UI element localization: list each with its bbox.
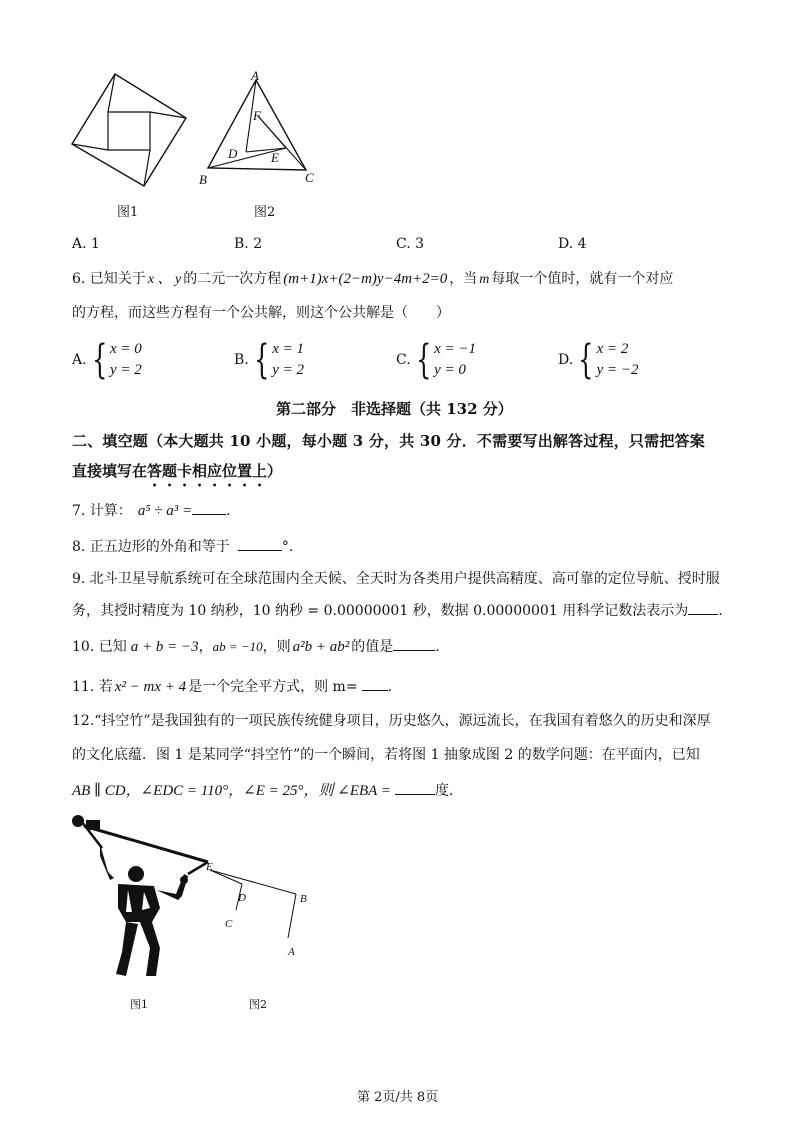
- figure-1-diabolo-player: [66, 812, 216, 984]
- figure-2-caption: 图2: [254, 205, 276, 220]
- bottom-figure-2-caption: 图2: [249, 998, 267, 1011]
- fig2-label-C: C: [305, 170, 314, 185]
- q11-end: .: [387, 679, 393, 695]
- q12-end: 度.: [434, 783, 454, 799]
- q5-option-d: D. 4: [558, 236, 587, 252]
- figure-1-caption: 图1: [117, 205, 139, 220]
- section2-line2-a: 直接填写在: [72, 462, 148, 480]
- q10-suffix: 的值是: [351, 639, 394, 655]
- page-footer: 第 2页/共 8页: [357, 1090, 439, 1105]
- fig-bottom-label-C: C: [225, 918, 233, 930]
- question-7: [72, 502, 231, 519]
- fig2-label-A: A: [251, 68, 259, 83]
- q6-equation: (m+1)x+(2−m)y−4m+2=0: [283, 271, 448, 287]
- brace-icon: {: [415, 337, 432, 383]
- q9-answer-blank[interactable]: [688, 602, 718, 615]
- brace-icon: {: [91, 337, 107, 383]
- q6-option-c-line2: y = 0: [434, 362, 466, 378]
- q6-option-d-line1: x = 2: [596, 341, 629, 357]
- q10-answer-blank[interactable]: [393, 638, 435, 651]
- q6-m: m: [479, 272, 490, 287]
- q9-suffix: .: [718, 603, 723, 619]
- q12-expression: AB ∥ CD，∠EDC = 110°，∠E = 25°，则 ∠EBA =: [72, 783, 391, 799]
- figure-2-geometry: [196, 860, 316, 960]
- q6-option-b-line2: y = 2: [272, 362, 304, 378]
- section2-line2-b: 答题卡相应位置上: [147, 462, 268, 480]
- q6-option-d-label: D.: [558, 352, 574, 368]
- q6-option-b: [234, 337, 304, 383]
- fig-bottom-label-D: D: [238, 892, 246, 904]
- q6-option-d-line2: y = −2: [596, 362, 639, 378]
- q5-option-c: C. 3: [396, 236, 425, 252]
- q7-expression: a⁵ ÷ a³ =: [137, 503, 193, 519]
- figure-1-pinwheel-square: [70, 72, 188, 190]
- q6-option-b-label: B.: [234, 352, 249, 368]
- fig-bottom-label-A: A: [288, 946, 295, 958]
- q10-condition-1: a + b = −3: [130, 639, 199, 655]
- q6-text-d: 每取一个值时，就有一个对应: [491, 271, 674, 287]
- q6-text-b: 的二元一次方程: [183, 271, 282, 287]
- q7-prefix: 7. 计算：: [72, 503, 132, 519]
- section2-heading-line2: [72, 462, 282, 490]
- q6-vars: x 、 y: [147, 272, 182, 287]
- q5-option-a: A. 1: [72, 236, 100, 252]
- q6-text-a: 6. 已知关于: [72, 271, 146, 287]
- fig2-label-D: D: [228, 146, 238, 161]
- q6-option-a: [72, 337, 142, 383]
- fig-bottom-label-E: E: [206, 861, 213, 873]
- q6-option-a-line2: y = 2: [110, 362, 142, 378]
- q6-line2: 的方程，而这些方程有一个公共解，则这个公共解是（ ）: [72, 305, 450, 321]
- q12-line1: 12.“抖空竹”是我国独有的一项民族传统健身项目，历史悠久，源远流长，在我国有着悠久的历史和深厚: [72, 713, 711, 729]
- q10-prefix: 10. 已知: [72, 639, 127, 655]
- q6-option-c-label: C.: [396, 352, 411, 368]
- fig2-label-E: E: [271, 150, 279, 165]
- fig-bottom-label-B: B: [300, 893, 307, 905]
- bottom-figure-1-caption: 图1: [130, 998, 148, 1011]
- q9-line1: 9. 北斗卫星导航系统可在全球范围内全天候、全天时为各类用户提供高精度、高可靠的定位导航、授时服: [72, 571, 720, 587]
- q10-end: .: [435, 639, 440, 655]
- q10-condition-2: ab = −10: [212, 639, 263, 654]
- q8-prefix: 8. 正五边形的外角和等于: [72, 539, 230, 555]
- q10-mid: ，则: [262, 639, 291, 655]
- q12-line3: [72, 782, 453, 799]
- q6-option-a-line1: x = 0: [110, 341, 142, 357]
- q6-option-a-label: A.: [72, 352, 87, 368]
- q9-line2: [72, 602, 723, 618]
- q7-suffix: .: [226, 503, 231, 519]
- q6-option-b-line1: x = 1: [272, 341, 304, 357]
- fig2-label-B: B: [199, 172, 207, 187]
- q10-sep: ，: [198, 639, 213, 655]
- q8-suffix: °.: [281, 539, 294, 555]
- q9-text: 务，其授时精度为 10 纳秒，10 纳秒 = 0.00000001 秒，数据 0.00000001 用科学记数法表示为: [72, 603, 689, 619]
- q6-line1: [72, 272, 673, 287]
- q11-expression: x² − mx + 4: [114, 679, 187, 695]
- section2-line2-c: ）: [267, 462, 283, 480]
- q6-option-c-line1: x = −1: [434, 341, 477, 357]
- q6-text-c: ，当: [449, 271, 478, 287]
- q5-option-b: B. 2: [234, 236, 263, 252]
- question-11: [72, 678, 392, 695]
- q11-mid: 是一个完全平方式，则 m=: [188, 679, 358, 695]
- brace-icon: {: [253, 337, 270, 383]
- q11-answer-blank[interactable]: [362, 678, 388, 691]
- q12-answer-blank[interactable]: [395, 782, 435, 795]
- figure-2-triangle: [196, 66, 320, 186]
- question-8: [72, 538, 293, 554]
- q10-expression: a²b + ab²: [292, 639, 350, 655]
- part2-title: 第二部分 非选择题（共 132 分）: [276, 400, 513, 418]
- section2-heading-line1: 二、填空题（本大题共 10 小题，每小题 3 分，共 30 分．不需要写出解答过程，只需把答案: [72, 432, 705, 450]
- question-10: [72, 638, 440, 655]
- q6-option-c: [396, 337, 477, 383]
- fig2-label-F: F: [253, 108, 261, 123]
- q6-option-d: [558, 337, 639, 383]
- q7-answer-blank[interactable]: [192, 502, 226, 515]
- q11-prefix: 11. 若: [72, 679, 113, 695]
- q12-line2: 的文化底蕴．图 1 是某同学“抖空竹”的一个瞬间，若将图 1 抽象成图 2 的数学问题：在平面内，已知: [72, 747, 700, 763]
- q8-answer-blank[interactable]: [238, 538, 282, 551]
- brace-icon: {: [578, 337, 594, 383]
